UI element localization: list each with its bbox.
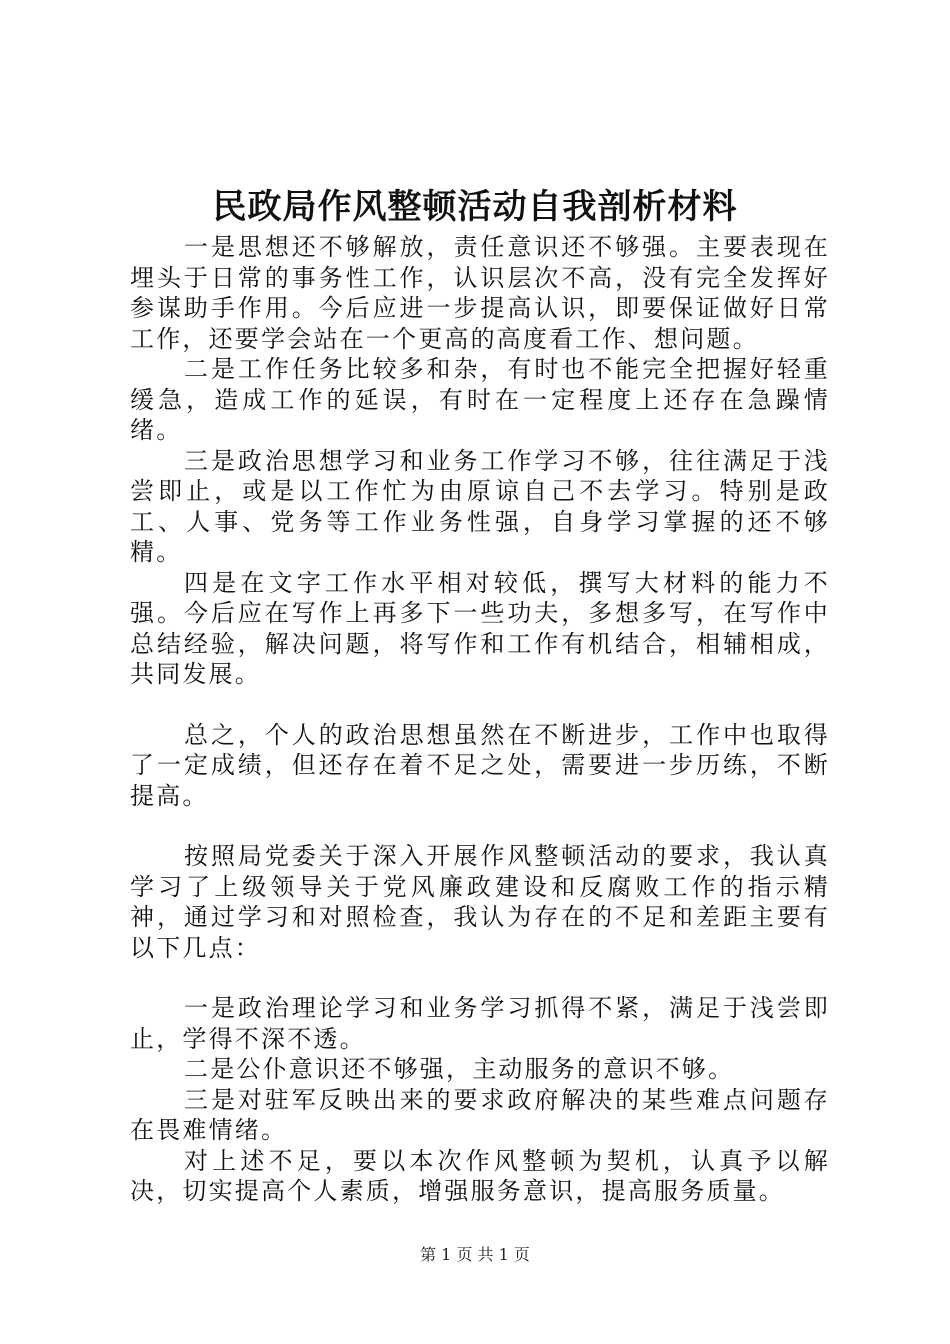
paragraph-summary: 总之，个人的政治思想虽然在不断进步，工作中也取得了一定成绩，但还存在着不足之处，需要进一步历练，不断提高。 (130, 720, 830, 810)
paragraph-point-2: 二是公仆意识还不够强，主动服务的意识不够。 (184, 1055, 735, 1083)
paragraph-point-1: 一是政治理论学习和业务学习抓得不紧，满足于浅尝即止，学得不深不透。 (130, 994, 830, 1053)
paragraph-2: 二是工作任务比较多和杂，有时也不能完全把握好轻重缓急，造成工作的延误，有时在一定程度上还存在急躁情绪。 (130, 355, 830, 444)
paragraph-4: 四是在文字工作水平相对较低，撰写大材料的能力不强。今后应在写作上再多下一些功夫，多想多写，在写作中总结经验，解决问题，将写作和工作有机结合，相辅相成，共同发展。 (130, 568, 830, 688)
paragraph-point-3: 三是对驻军反映出来的要求政府解决的某些难点问题存在畏难情绪。 (130, 1085, 830, 1144)
document-title: 民政局作风整顿活动自我剖析材料 (212, 187, 738, 227)
paragraph-intro: 按照局党委关于深入开展作风整顿活动的要求，我认真学习了上级领导关于党风廉政建设和反腐败工作的指示精神，通过学习和对照检查，我认为存在的不足和差距主要有以下几点： (130, 842, 830, 962)
paragraph-3: 三是政治思想学习和业务工作学习不够，往往满足于浅尝即止，或是以工作忙为由原谅自己不去学习。特别是政工、人事、党务等工作业务性强，自身学习掌握的还不够精。 (130, 446, 830, 566)
document-body (130, 232, 830, 1207)
page-number-footer: 第 1 页 共 1 页 (420, 1245, 530, 1264)
paragraph-1: 一是思想还不够解放，责任意识还不够强。主要表现在埋头于日常的事务性工作，认识层次不高，没有完全发挥好参谋助手作用。今后应进一步提高认识，即要保证做好日常工作，还要学会站在一个更高的高度看工作、想问题。 (130, 233, 830, 353)
paragraph-conclusion: 对上述不足，要以本次作风整顿为契机，认真予以解决，切实提高个人素质，增强服务意识，提高服务质量。 (130, 1146, 830, 1205)
